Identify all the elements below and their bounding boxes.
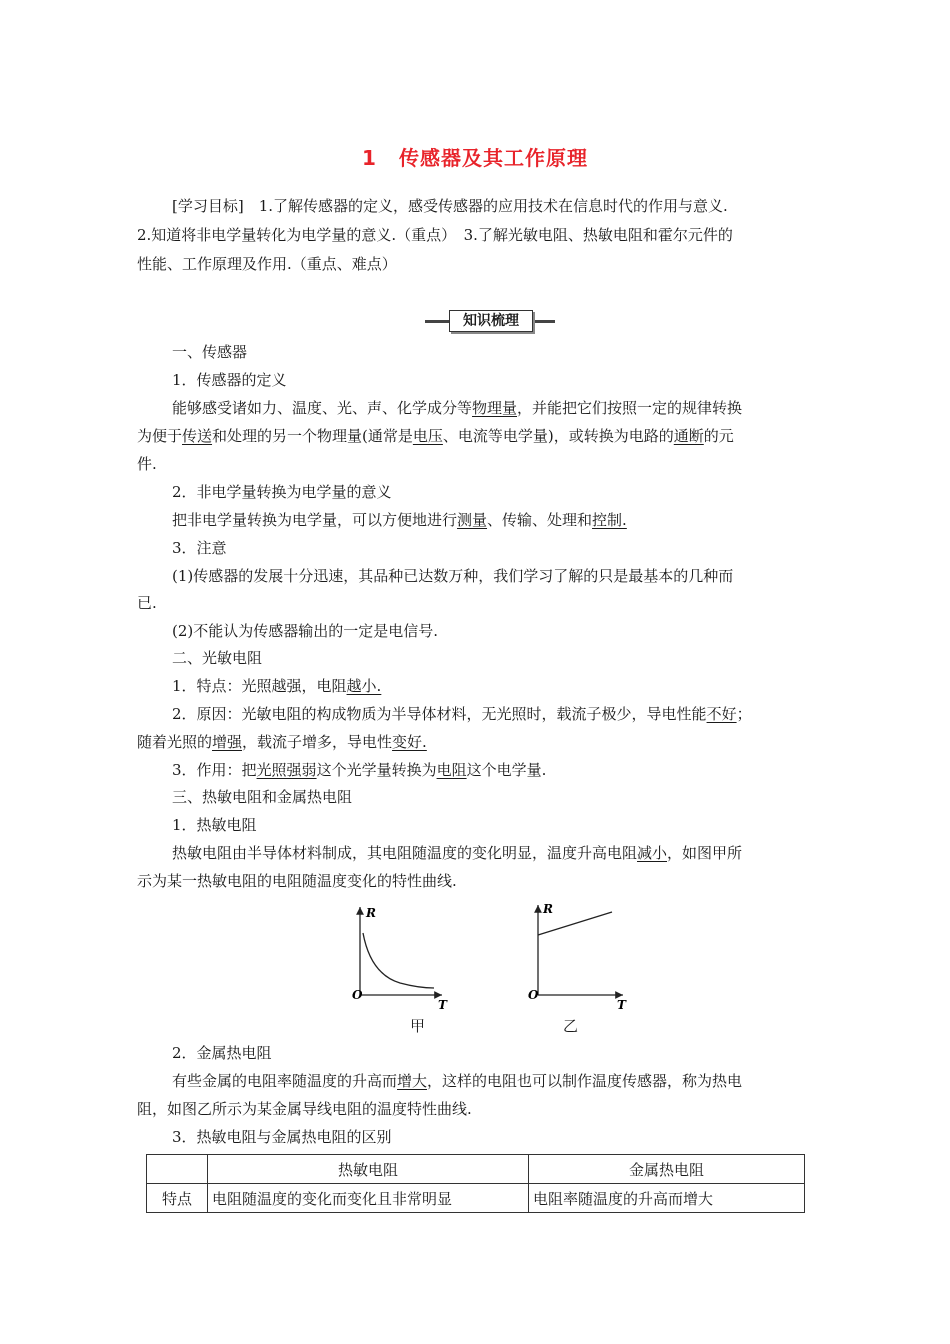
table-cell: 电阻率随温度的升高而增大 — [529, 1184, 805, 1213]
answer-blank: 越小. — [346, 677, 382, 695]
paragraph-line: 示为某一热敏电阻的电阻随温度变化的特性曲线. — [137, 872, 457, 890]
table-cell — [147, 1155, 208, 1184]
figure-yi — [528, 902, 627, 1012]
heading-thermistor: 1．热敏电阻 — [172, 816, 257, 834]
answer-blank: 传送 — [182, 427, 213, 445]
answer-blank: 减小 — [637, 844, 668, 862]
section-badge — [425, 310, 555, 332]
heading-thermistor-section: 三、热敏电阻和金属热电阻 — [172, 788, 353, 806]
heading-sensor-definition: 1．传感器的定义 — [172, 371, 287, 389]
y-axis-label: R — [543, 902, 553, 916]
badge-label: 知识梳理 — [449, 310, 533, 332]
answer-blank: 测量 — [457, 511, 488, 529]
answer-blank: 增强 — [212, 733, 243, 751]
paragraph-line: 3．作用：把光照强弱这个光学量转换为电阻这个电学量. — [172, 761, 547, 779]
caption-jia: 甲 — [410, 1017, 426, 1035]
resistance-temperature-figures — [330, 895, 650, 1045]
table-cell: 热敏电阻 — [208, 1155, 529, 1184]
table-cell: 金属热电阻 — [529, 1155, 805, 1184]
title-text: 传感器及其工作原理 — [398, 146, 588, 170]
learning-goals-line-1: [学习目标] 1.了解传感器的定义，感受传感器的应用技术在信息时代的作用与意义. — [172, 197, 728, 215]
comparison-table — [146, 1154, 805, 1213]
figures-svg — [330, 895, 650, 1045]
paragraph-line: 随着光照的增强，载流子增多，导电性变好. — [137, 733, 427, 751]
paragraph-line: 件. — [137, 455, 157, 473]
origin-label: O — [528, 988, 539, 1002]
table-row — [147, 1184, 805, 1213]
table-cell: 电阻随温度的变化而变化且非常明显 — [208, 1184, 529, 1213]
paragraph-line: (2)不能认为传感器输出的一定是电信号. — [172, 622, 439, 640]
answer-blank: 电阻 — [436, 761, 467, 779]
answer-blank: 不好 — [706, 705, 737, 723]
caption-yi: 乙 — [563, 1017, 579, 1035]
paragraph-line: 已. — [137, 594, 157, 612]
heading-difference: 3．热敏电阻与金属热电阻的区别 — [172, 1128, 392, 1146]
title-number: 1 — [362, 146, 377, 170]
heading-notes: 3．注意 — [172, 539, 227, 557]
answer-blank: 控制. — [592, 511, 627, 529]
learning-goals-line-2: 2.知道将非电学量转化为电学量的意义.（重点） 3.了解光敏电阻、热敏电阻和霍尔元件的 — [137, 226, 733, 244]
origin-label: O — [352, 988, 363, 1002]
answer-blank: 变好. — [392, 733, 427, 751]
page-title — [0, 142, 950, 171]
figure-jia — [352, 906, 448, 1012]
paragraph-line: 热敏电阻由半导体材料制成，其电阻随温度的变化明显，温度升高电阻减小，如图甲所 — [172, 844, 743, 862]
paragraph-line: 有些金属的电阻率随温度的升高而增大，这样的电阻也可以制作温度传感器，称为热电 — [172, 1072, 743, 1090]
paragraph-line: 2．原因：光敏电阻的构成物质为半导体材料，无光照时，载流子极少，导电性能不好； — [172, 705, 752, 723]
heading-photoresistor: 二、光敏电阻 — [172, 649, 263, 667]
paragraph-line: (1)传感器的发展十分迅速，其品种已达数万种，我们学习了解的只是最基本的几种而 — [172, 567, 734, 585]
answer-blank: 电压 — [412, 427, 443, 445]
paragraph-line: 把非电学量转换为电学量，可以方便地进行测量、传输、处理和控制. — [172, 511, 627, 529]
answer-blank: 增大 — [397, 1072, 428, 1090]
paragraph-line: 能够感受诸如力、温度、光、声、化学成分等物理量，并能把它们按照一定的规律转换 — [172, 399, 743, 417]
x-axis-label: T — [438, 998, 447, 1012]
learning-goals-line-3: 性能、工作原理及作用.（重点、难点） — [137, 255, 397, 273]
x-axis-label: T — [617, 998, 626, 1012]
paragraph-line: 1．特点：光照越强，电阻越小. — [172, 677, 382, 695]
heading-significance: 2．非电学量转换为电学量的意义 — [172, 483, 392, 501]
thermistor-curve — [363, 933, 434, 988]
table-header-row — [147, 1155, 805, 1184]
answer-blank: 通断 — [673, 427, 704, 445]
answer-blank: 物理量 — [472, 399, 518, 417]
y-axis-label: R — [366, 906, 376, 920]
table-cell: 特点 — [147, 1184, 208, 1213]
paragraph-line: 为便于传送和处理的另一个物理量(通常是电压、电流等电学量)，或转换为电路的通断的元 — [137, 427, 734, 445]
heading-metal-resistor: 2．金属热电阻 — [172, 1044, 272, 1062]
paragraph-line: 阻，如图乙所示为某金属导线电阻的温度特性曲线. — [137, 1100, 472, 1118]
answer-blank: 光照强弱 — [256, 761, 317, 779]
heading-sensor: 一、传感器 — [172, 343, 248, 361]
